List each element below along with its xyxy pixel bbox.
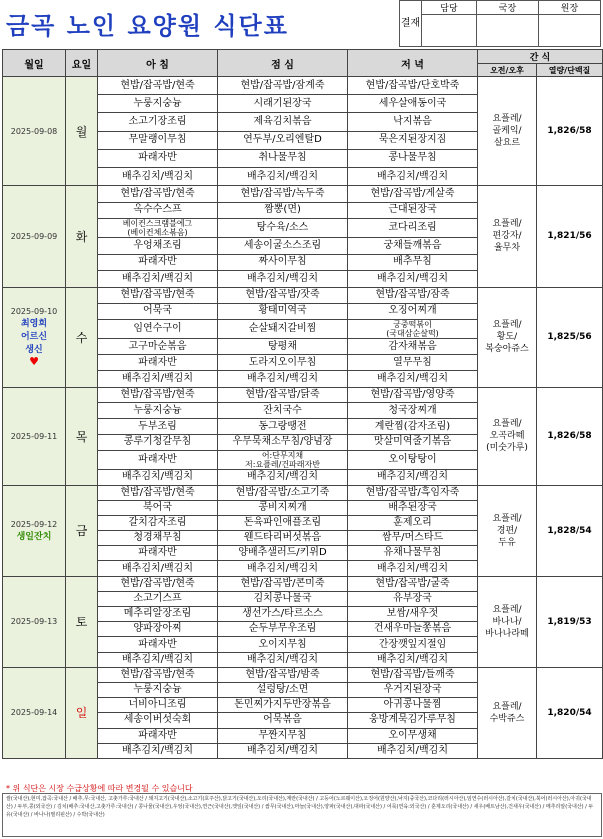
breakfast-item: 두부조림	[98, 419, 218, 435]
breakfast-item: 현밥/잡곡밥/현죽	[98, 77, 218, 95]
lunch-item: 배추김치/백김치	[218, 371, 348, 387]
breakfast-item: 갈치감자조림	[98, 515, 218, 530]
dinner-item: 훈제오리	[348, 515, 478, 530]
breakfast-item: 현밥/잡곡밥/현죽	[98, 186, 218, 203]
calories-protein: 1,826/58	[537, 387, 603, 485]
day-date-text: 2025-09-10	[10, 306, 58, 316]
day-date-text: 2025-09-09	[10, 231, 58, 241]
day-of-week: 월	[66, 77, 98, 186]
snack-menu: 요플레/ 골케익/ 살요르	[478, 77, 537, 186]
dinner-item: 청국장찌개	[348, 403, 478, 419]
lunch-item: 순살돼지갈비찜	[218, 320, 348, 339]
menu-row	[3, 77, 603, 95]
dinner-item: 우거지된장국	[348, 682, 478, 697]
dinner-item: 감자채볶음	[348, 339, 478, 355]
breakfast-item: 세송이버섯숙회	[98, 713, 218, 728]
lunch-item: 돈민찌가지두반장볶음	[218, 698, 348, 713]
day-date-text: 2025-09-13	[10, 617, 58, 627]
lunch-item: 생선가스/타르소스	[218, 607, 348, 622]
day-date-text: 2025-09-12	[10, 519, 58, 529]
lunch-item: 배추김치/백김치	[218, 271, 348, 288]
breakfast-item: 현밥/잡곡밥/현죽	[98, 387, 218, 403]
day-date-text: 2025-09-14	[10, 708, 58, 718]
lunch-item: 배추김치/백김치	[218, 652, 348, 667]
breakfast-item: 파래자반	[98, 450, 218, 469]
lunch-item: 도라지오이무침	[218, 355, 348, 371]
dinner-item: 유부장국	[348, 591, 478, 606]
breakfast-item: 소고기장조림	[98, 113, 218, 131]
lunch-item: 배추김치/백김치	[218, 561, 348, 576]
dinner-item: 현밥/잡곡밥/게살죽	[348, 186, 478, 203]
dinner-item: 아귀콩나물찜	[348, 698, 478, 713]
dinner-item: 현밥/잡곡밥/영양죽	[348, 387, 478, 403]
dinner-item: 콩나물무침	[348, 149, 478, 167]
menu-row	[3, 186, 603, 203]
snack-menu: 요플레/ 경편/ 두유	[478, 485, 537, 576]
lunch-item: 잔치국수	[218, 403, 348, 419]
breakfast-item: 배추김치/백김치	[98, 561, 218, 576]
breakfast-item: 배추김치/백김치	[98, 167, 218, 185]
lunch-item: 양배추샐러드/키위D	[218, 546, 348, 561]
lunch-item: 짜사이무침	[218, 254, 348, 271]
calories-protein: 1,820/54	[537, 667, 603, 758]
lunch-item: 세송이굴소스조림	[218, 238, 348, 255]
dinner-item: 배추김치/백김치	[348, 371, 478, 387]
breakfast-item: 고구마순볶음	[98, 339, 218, 355]
breakfast-item: 배추김치/백김치	[98, 652, 218, 667]
menu-row	[3, 485, 603, 500]
lunch-item: 시래기된장국	[218, 95, 348, 113]
header-lunch: 점 심	[218, 50, 348, 77]
menu-row	[3, 287, 603, 303]
lunch-item: 탕수육/소스	[218, 219, 348, 238]
dinner-item: 배추무침	[348, 254, 478, 271]
lunch-item: 현밥/잡곡밥/잠계죽	[218, 77, 348, 95]
lunch-item: 현밥/잡곡밥/밤죽	[218, 667, 348, 682]
lunch-item: 현밥/잡곡밥/닭죽	[218, 387, 348, 403]
day-date	[3, 576, 66, 667]
header-breakfast: 아 침	[98, 50, 218, 77]
breakfast-item: 현밥/잡곡밥/현죽	[98, 667, 218, 682]
header-dow: 요일	[66, 50, 98, 77]
day-date	[3, 287, 66, 387]
approval-box	[399, 0, 601, 47]
dinner-item: 세우살애동이국	[348, 95, 478, 113]
lunch-item: 짬뽕(면)	[218, 202, 348, 219]
day-date	[3, 485, 66, 576]
header-snack-sub: 오전/오후	[478, 64, 537, 77]
day-of-week: 화	[66, 186, 98, 288]
lunch-item: 우무묵채소무침/양념장	[218, 434, 348, 450]
calories-protein: 1,825/56	[537, 287, 603, 387]
dinner-item: 맛살미역줄기볶음	[348, 434, 478, 450]
day-of-week: 금	[66, 485, 98, 576]
dinner-item: 배추된장국	[348, 500, 478, 515]
calories-protein: 1,821/56	[537, 186, 603, 288]
lunch-item: 무짠지무침	[218, 728, 348, 743]
calories-protein: 1,826/58	[537, 77, 603, 186]
approval-signature-slot[interactable]	[539, 15, 601, 47]
menu-row	[3, 667, 603, 682]
breakfast-item: 배추김치/백김치	[98, 469, 218, 485]
day-date-text: 2025-09-11	[10, 431, 58, 441]
breakfast-item: 파래자반	[98, 149, 218, 167]
breakfast-item: 배추김치/백김치	[98, 743, 218, 758]
lunch-item: 동그랑땡전	[218, 419, 348, 435]
dinner-item: 묵은지된장지짐	[348, 131, 478, 149]
breakfast-item: 누룽지숭늉	[98, 403, 218, 419]
breakfast-item: 청경채무침	[98, 531, 218, 546]
snack-menu: 요플레/ 황도/ 복숭아쥬스	[478, 287, 537, 387]
dinner-item: 간장깻잎지절임	[348, 637, 478, 652]
approval-role: 원장	[539, 1, 601, 15]
breakfast-item: 양파장아찌	[98, 622, 218, 637]
day-date	[3, 387, 66, 485]
dinner-item: 배추김치/백김치	[348, 743, 478, 758]
breakfast-item: 현밥/잡곡밥/현죽	[98, 485, 218, 500]
dinner-item: 계란찜(감자조림)	[348, 419, 478, 435]
lunch-item: 배추김치/백김치	[218, 743, 348, 758]
approval-label: 결재	[400, 1, 422, 47]
day-note: 생일잔치	[16, 531, 52, 542]
dinner-item: 현밥/잡곡밥/굴죽	[348, 576, 478, 591]
dinner-item: 배추김치/백김치	[348, 167, 478, 185]
lunch-item: 현밥/잡곡밥/소고기죽	[218, 485, 348, 500]
snack-menu: 요플레/ 수박쥬스	[478, 667, 537, 758]
lunch-item: 김치콩나물국	[218, 591, 348, 606]
dinner-item: 배추김치/백김치	[348, 271, 478, 288]
dinner-item: 현밥/잡곡밥/단호박죽	[348, 77, 478, 95]
header-dinner: 저 녁	[348, 50, 478, 77]
breakfast-item: 소고기스프	[98, 591, 218, 606]
dinner-item: 근대된장국	[348, 202, 478, 219]
lunch-item: 배추김치/백김치	[218, 167, 348, 185]
page-title: 금곡 노인 요양원 식단표	[6, 12, 289, 40]
dinner-item: 오이탕탕이	[348, 450, 478, 469]
breakfast-item: 배추김치/백김치	[98, 371, 218, 387]
calories-protein: 1,828/54	[537, 485, 603, 576]
breakfast-item: 너비아니조림	[98, 698, 218, 713]
dinner-item: 유채나물무침	[348, 546, 478, 561]
lunch-item: 웬드타리버섯볶음	[218, 531, 348, 546]
footnote: * 위 식단은 시장 수급상황에 따라 변경될 수 있습니다	[6, 784, 193, 793]
breakfast-item: 무말랭이무침	[98, 131, 218, 149]
breakfast-item: 파래자반	[98, 254, 218, 271]
snack-menu: 요플레/ 오곡라떼 (미숫가루)	[478, 387, 537, 485]
breakfast-item: 파래자반	[98, 355, 218, 371]
lunch-item: 배추김치/백김치	[218, 469, 348, 485]
dinner-item: 보쌈/새우젓	[348, 607, 478, 622]
day-date-text: 2025-09-08	[10, 126, 58, 136]
approval-role: 담당	[422, 1, 477, 15]
breakfast-item: 우엉채조림	[98, 238, 218, 255]
day-note: 최영희	[20, 318, 48, 329]
dinner-item: 현밥/잡곡밥/흑임자죽	[348, 485, 478, 500]
dinner-item: 낙지볶음	[348, 113, 478, 131]
dinner-item: 배추김치/백김치	[348, 652, 478, 667]
heart-icon: ♥	[29, 354, 39, 368]
menu-row	[3, 387, 603, 403]
approval-role: 국장	[477, 1, 539, 15]
breakfast-item: 현밥/잡곡밥/현죽	[98, 287, 218, 303]
breakfast-item: 북어국	[98, 500, 218, 515]
lunch-item: 황태미역국	[218, 303, 348, 319]
snack-menu: 요플레/ 바나나/ 바나나라떼	[478, 576, 537, 667]
breakfast-item: 현밥/잡곡밥/현죽	[98, 576, 218, 591]
lunch-item: 순두부무우조림	[218, 622, 348, 637]
lunch-item: 설렁탕/소면	[218, 682, 348, 697]
header-kcal: 열량/단백질	[537, 64, 603, 77]
dinner-item: 배추김치/백김치	[348, 469, 478, 485]
breakfast-item: 배추김치/백김치	[98, 271, 218, 288]
breakfast-item: 임연수구이	[98, 320, 218, 339]
lunch-item: 현밥/잡곡밥/녹두죽	[218, 186, 348, 203]
breakfast-item: 누룽지숭늉	[98, 95, 218, 113]
snack-menu: 요플레/ 편강자/ 율무차	[478, 186, 537, 288]
day-of-week: 토	[66, 576, 98, 667]
lunch-item: 콩비지찌개	[218, 500, 348, 515]
dinner-item: 궁중떡볶이 (국대삼순살떡)	[348, 320, 478, 339]
lunch-item: 탕평채	[218, 339, 348, 355]
dinner-item: 웅방계묵김가루무침	[348, 713, 478, 728]
lunch-item: 돈육파인애플조림	[218, 515, 348, 530]
dinner-item: 코다리조림	[348, 219, 478, 238]
dinner-item: 건새우마늘쫑볶음	[348, 622, 478, 637]
lunch-item: 취나물무침	[218, 149, 348, 167]
dinner-item: 현밥/잡곡밥/잠죽	[348, 287, 478, 303]
day-of-week: 목	[66, 387, 98, 485]
day-of-week: 일	[66, 667, 98, 758]
lunch-item: 제육김치볶음	[218, 113, 348, 131]
breakfast-item: 베이컨스크램블에그 (베이컨체소볶음)	[98, 219, 218, 238]
breakfast-item: 메추리알장조림	[98, 607, 218, 622]
breakfast-item: 파래자반	[98, 728, 218, 743]
lunch-item: 연두부/오리엔탈D	[218, 131, 348, 149]
breakfast-item: 누룽지숭늉	[98, 682, 218, 697]
dinner-item: 쌈무/머스타드	[348, 531, 478, 546]
dinner-item: 궁채들깨볶음	[348, 238, 478, 255]
day-date	[3, 186, 66, 288]
menu-table	[2, 49, 603, 759]
breakfast-item: 어묵국	[98, 303, 218, 319]
breakfast-item: 파래자반	[98, 546, 218, 561]
breakfast-item: 콩루기청갈무침	[98, 434, 218, 450]
dinner-item: 열무무침	[348, 355, 478, 371]
approval-signature-slot[interactable]	[422, 15, 477, 47]
day-note: 어르신	[20, 331, 48, 342]
day-date	[3, 667, 66, 758]
lunch-item: 어:단무지채 저:요플레/건파래자반	[218, 450, 348, 469]
header-date: 월일	[3, 50, 66, 77]
breakfast-item: 옥수수스프	[98, 202, 218, 219]
calories-protein: 1,819/53	[537, 576, 603, 667]
day-of-week: 수	[66, 287, 98, 387]
day-note: 생신	[25, 344, 43, 355]
lunch-item: 어묵볶음	[218, 713, 348, 728]
dinner-item: 배추김치/백김치	[348, 561, 478, 576]
origin-notice: 쌀(국내산),현미,잡곡:국내산 / 배추,무:국내산, 고춧가루:국내산 / 돼지고기(국내산),소고기(호주산),닭고기(국내산),오리(국내산),계란(국내산) / 고등어(노르웨이산),오징어(원양산),낙지(중국산),코다리(러시아산),임연수(러시아산),갈치(국내산),북어(러시아산),아귀(국내산) / 두부,콩(외국산) / 김치(배추:국내산,고춧가루:국내산) / 콩나물(국내산),우엉(국내산),연근(국내산),깻잎(국내산) / 쌈무(국내산),마늘(국내산),양파(국내산),대파(국내산) / 어묵(연육:외국산) / 훈제오리(국내산) / 새우(베트남산),건새우(국내산) / 메추리알(국내산) / 두유(국내산) / 바나나(필리핀산) / 수박(국내산)	[2, 793, 602, 837]
menu-body	[3, 77, 603, 759]
dinner-item: 오징어찌개	[348, 303, 478, 319]
approval-signature-slot[interactable]	[477, 15, 539, 47]
header-snack: 간 식	[478, 50, 603, 64]
dinner-item: 오이무생채	[348, 728, 478, 743]
breakfast-item: 파래자반	[98, 637, 218, 652]
lunch-item: 현밥/잡곡밥/잣죽	[218, 287, 348, 303]
menu-row	[3, 576, 603, 591]
lunch-item: 현밥/잡곡밥/콘미죽	[218, 576, 348, 591]
dinner-item: 현밥/잡곡밥/들깨죽	[348, 667, 478, 682]
day-date	[3, 77, 66, 186]
lunch-item: 오이지무침	[218, 637, 348, 652]
